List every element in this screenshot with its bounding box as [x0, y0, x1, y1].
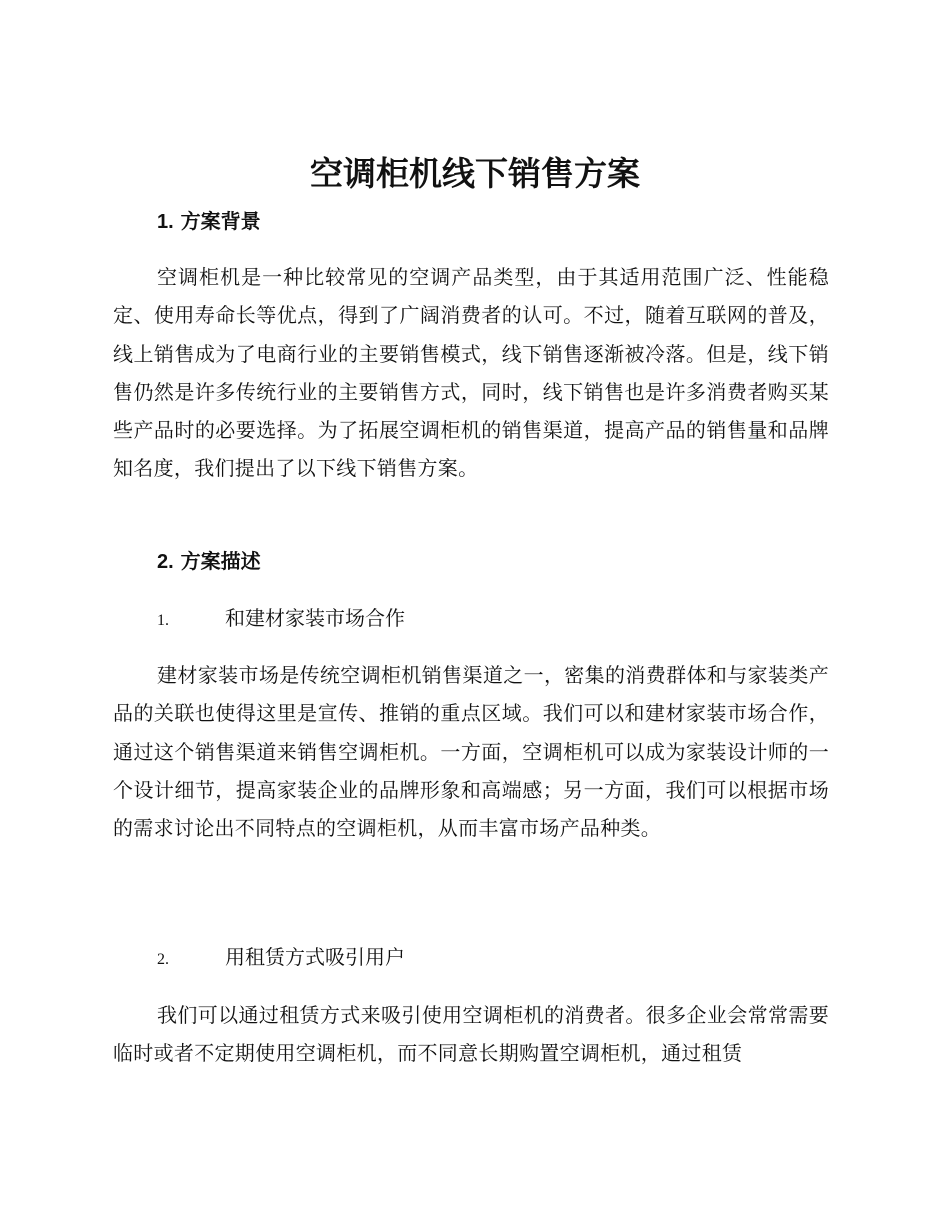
building-materials-paragraph: 建材家装市场是传统空调柜机销售渠道之一，密集的消费群体和与家装类产品的关联也使得这里是宣传、推销的重点区域。我们可以和建材家装市场合作，通过这个销售渠道来销售空调柜机。一方面，空调柜机可以成为家装设计师的一个设计细节，提高家装企业的品牌形象和高端感；另一方面，我们可以根据市场的需求讨论出不同特点的空调柜机，从而丰富市场产品种类。 — [113, 663, 829, 841]
section-title: 方案背景 — [180, 209, 261, 233]
list-item-leasing — [157, 943, 405, 974]
list-item-number: 2. — [157, 951, 169, 968]
document-title: 空调柜机线下销售方案 — [310, 154, 640, 193]
list-item-label: 和建材家装市场合作 — [225, 606, 405, 630]
leasing-paragraph: 我们可以通过租赁方式来吸引使用空调柜机的消费者。很多企业会常常需要临时或者不定期使用空调柜机，而不同意长期购置空调柜机，通过租赁 — [113, 1003, 829, 1066]
list-item-building-materials — [157, 604, 405, 635]
list-item-number: 1. — [157, 612, 169, 629]
section-heading-description — [157, 547, 261, 576]
section-number: 2. — [157, 551, 174, 573]
section-heading-background — [157, 207, 261, 236]
list-item-label: 用租赁方式吸引用户 — [225, 945, 405, 969]
section-title: 方案描述 — [180, 549, 261, 573]
section-number: 1. — [157, 211, 174, 233]
background-paragraph: 空调柜机是一种比较常见的空调产品类型，由于其适用范围广泛、性能稳定、使用寿命长等优点，得到了广阔消费者的认可。不过，随着互联网的普及，线上销售成为了电商行业的主要销售模式，线下销售逐渐被冷落。但是，线下销售仍然是许多传统行业的主要销售方式，同时，线下销售也是许多消费者购买某些产品时的必要选择。为了拓展空调柜机的销售渠道，提高产品的销售量和品牌知名度，我们提出了以下线下销售方案。 — [113, 265, 829, 481]
